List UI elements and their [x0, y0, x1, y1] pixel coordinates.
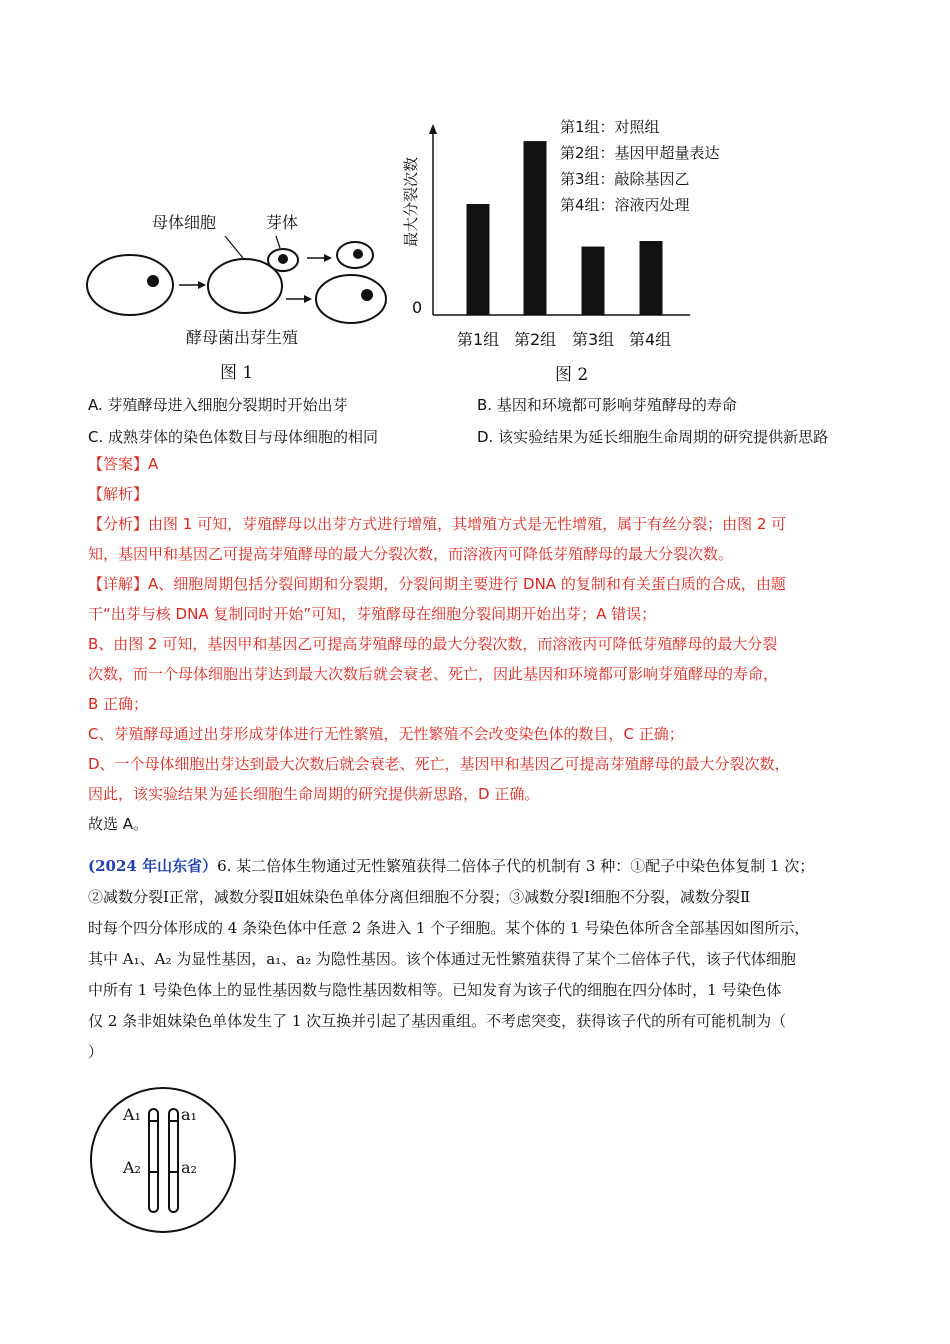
- figure-2-zero-label: 0: [412, 298, 423, 317]
- question-6: [88, 851, 878, 1068]
- legend-item-3: 第3组：敲除基因乙: [560, 170, 690, 188]
- question-line: ）: [88, 1043, 104, 1061]
- bud-nucleus: [278, 254, 288, 264]
- detail-d-line: D、一个母体细胞出芽达到最大次数后就会衰老、死亡，基因甲和基因乙可提高芽殖酵母的最大分裂次数，: [88, 755, 790, 773]
- option-c: C. 成熟芽体的染色体数目与母体细胞的相同: [88, 428, 379, 446]
- label-bud: 芽体: [266, 213, 299, 232]
- y-axis-arrow-icon: [429, 124, 437, 134]
- analysis-line: 知，基因甲和基因乙可提高芽殖酵母的最大分裂次数，而溶液丙可降低芽殖酵母的最大分裂次数。: [88, 545, 734, 563]
- label-mother-cell: 母体细胞: [152, 213, 217, 232]
- bar-group-4: [640, 241, 663, 315]
- detail-line: 【详解】A、细胞周期包括分裂间期和分裂期，分裂间期主要进行 DNA 的复制和有关蛋白质的合成，由题: [88, 575, 786, 593]
- question-line: 其中 A₁、A₂ 为显性基因，a₁、a₂ 为隐性基因。该个体通过无性繁殖获得了某个二倍体子代，该子代体细胞: [88, 950, 796, 968]
- x-tick-3: 第3组: [572, 330, 615, 349]
- figure-1-number: 图 1: [220, 363, 254, 383]
- legend-item-2: 第2组：基因甲超量表达: [560, 144, 720, 162]
- figure-2-ylabel: 最大分裂次数: [402, 156, 420, 247]
- daughter-nucleus: [353, 249, 363, 259]
- nucleus-1: [147, 275, 159, 287]
- detail-line: 干“出芽与核 DNA 复制同时开始”可知，芽殖酵母在细胞分裂间期开始出芽；A 错误；: [88, 605, 657, 623]
- bar-group-1: [467, 204, 490, 315]
- arrow-icon: [324, 254, 332, 262]
- arrow-icon: [198, 281, 206, 289]
- analysis-line: 【分析】由图 1 可知，芽殖酵母以出芽方式进行增殖，其增殖方式是无性增殖，属于有丝分裂；由图 2 可: [88, 515, 787, 533]
- analysis-title: 【解析】: [88, 485, 149, 503]
- detail-b-line: 次数，而一个母体细胞出芽达到最大次数后就会衰老、死亡，因此基因和环境都可影响芽殖酵母的寿命，: [88, 665, 779, 683]
- option-b: B. 基因和环境都可影响芽殖酵母的寿命: [477, 396, 737, 414]
- detail-b-line: B、由图 2 可知，基因甲和基因乙可提高芽殖酵母的最大分裂次数，而溶液丙可降低芽殖酵母的最大分裂: [88, 635, 778, 653]
- conclusion: [88, 809, 878, 839]
- answer: 【答案】A: [88, 455, 159, 473]
- x-tick-2: 第2组: [514, 330, 557, 349]
- bud-pointer-line: [276, 236, 280, 248]
- gene-A1: A₁: [123, 1105, 141, 1124]
- cell-outline: [91, 1088, 235, 1232]
- question-line: ②减数分裂Ⅰ正常，减数分裂Ⅱ姐妹染色单体分离但细胞不分裂；③减数分裂Ⅰ细胞不分裂，减数分裂Ⅱ: [88, 888, 751, 906]
- nucleus-3: [361, 289, 373, 301]
- question-line: 中所有 1 号染色体上的显性基因数与隐性基因数相等。已知发育为该子代的细胞在四分体时，1 号染色体: [88, 981, 782, 999]
- bar-group-3: [582, 247, 605, 315]
- detail-c-line: C、芽殖酵母通过出芽形成芽体进行无性繁殖，无性繁殖不会改变染色体的数目，C 正确；: [88, 725, 684, 743]
- detail-d-line: 因此，该实验结果为延长细胞生命周期的研究提供新思路，D 正确。: [88, 785, 540, 803]
- mother-cell-3: [316, 275, 386, 323]
- chromosome-right: [169, 1109, 178, 1212]
- question-line: 时每个四分体形成的 4 条染色体中任意 2 条进入 1 个子细胞。某个体的 1 号染色体所含全部基因如图所示，: [88, 919, 810, 937]
- option-a: A. 芽殖酵母进入细胞分裂期时开始出芽: [88, 396, 348, 414]
- conclusion-text: 故选 A。: [88, 815, 149, 833]
- option-d: D. 该实验结果为延长细胞生命周期的研究提供新思路: [477, 428, 829, 446]
- chromosome-diagram: [85, 1085, 245, 1235]
- gene-A2: A₂: [123, 1158, 141, 1177]
- figure-2-number: 图 2: [555, 365, 589, 385]
- mother-pointer-line: [225, 236, 243, 258]
- question-6-first-line: 6. 某二倍体生物通过无性繁殖获得二倍体子代的机制有 3 种：①配子中染色体复制 1 次；: [217, 857, 815, 875]
- x-tick-1: 第1组: [457, 330, 500, 349]
- gene-a2: a₂: [181, 1158, 197, 1177]
- gene-a1: a₁: [181, 1105, 197, 1124]
- legend-item-1: 第1组：对照组: [560, 118, 660, 136]
- mother-cell-1: [87, 255, 173, 315]
- detail-b-line: B 正确；: [88, 695, 149, 713]
- chromosome-left: [149, 1109, 158, 1212]
- question-line: 仅 2 条非姐妹染色单体发生了 1 次互换并引起了基因重组。不考虑突变，获得该子代的所有可能机制为（: [88, 1012, 787, 1030]
- figure-1-caption: 酵母菌出芽生殖: [186, 328, 299, 347]
- legend-item-4: 第4组：溶液丙处理: [560, 196, 690, 214]
- answer-section: [88, 449, 878, 809]
- bar-group-2: [524, 141, 547, 315]
- question-source: (2024 年山东省）: [88, 857, 218, 875]
- arrow-icon: [304, 295, 312, 303]
- x-tick-4: 第4组: [629, 330, 672, 349]
